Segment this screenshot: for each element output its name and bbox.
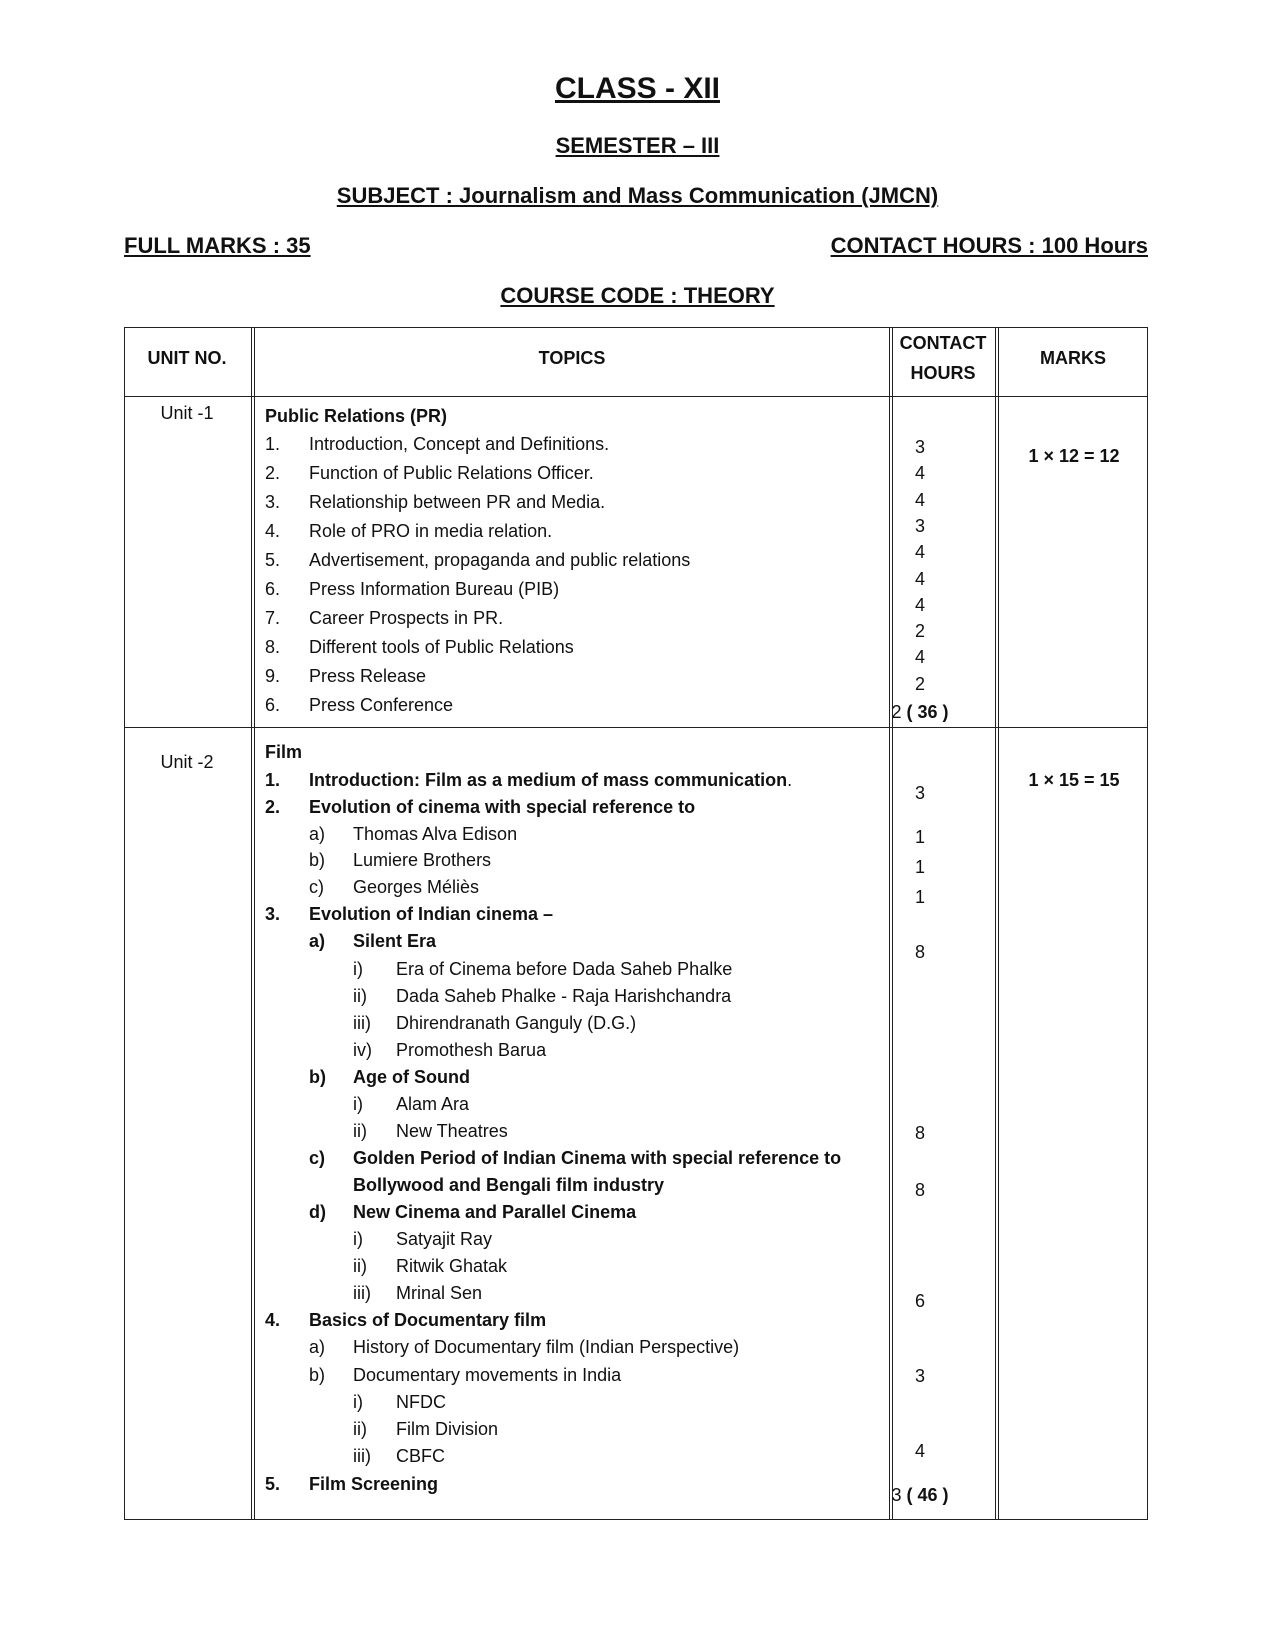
hours-value: 4	[914, 463, 925, 484]
topic-number: a)	[309, 824, 326, 844]
topic-text-main: Evolution of cinema with special reference to	[309, 797, 696, 817]
semester-heading: SEMESTER – III	[555, 133, 720, 158]
topic-number: 7.	[265, 608, 281, 628]
topic-text	[396, 960, 732, 978]
unit-2-hours-total-row	[890, 1486, 950, 1504]
topic-text-main: Golden Period of Indian Cinema with special reference to	[353, 1148, 842, 1168]
topic-text	[396, 1041, 546, 1059]
topic-number: 5.	[265, 550, 281, 570]
topic-text	[309, 798, 695, 816]
topic-text	[353, 825, 517, 843]
topic-number: 1.	[265, 770, 281, 790]
full-marks: FULL MARKS : 35	[124, 233, 311, 258]
topic-number: ii)	[353, 1256, 367, 1276]
topic-text-main: Alam Ara	[396, 1094, 470, 1114]
hours-value: 1	[914, 887, 925, 907]
topic-number: 2.	[265, 463, 281, 483]
topic-text-main: New Cinema and Parallel Cinema	[353, 1202, 637, 1222]
topic-text	[353, 1366, 621, 1384]
topic-text: Advertisement, propaganda and public relations	[309, 550, 691, 570]
topic-text	[353, 932, 436, 950]
hours-total: ( 36 )	[906, 702, 949, 722]
topic-text: Press Conference	[309, 695, 454, 715]
hours-value: 3	[891, 1485, 902, 1505]
topic-number: ii)	[353, 1121, 367, 1141]
topic-number: c)	[309, 877, 324, 897]
topic-text-main: Era of Cinema before Dada Saheb Phalke	[396, 959, 733, 979]
topic-text-main: Ritwik Ghatak	[396, 1256, 508, 1276]
subject-heading: SUBJECT : Journalism and Mass Communication (JMCN)	[336, 183, 939, 208]
hours-value: 2	[914, 673, 925, 694]
topic-number: 4.	[265, 521, 281, 541]
header-contact-line1: CONTACT	[899, 333, 987, 353]
topic-number: a)	[309, 1337, 326, 1357]
hours-value: 3	[914, 437, 925, 457]
topic-text	[396, 1393, 446, 1411]
topic-number: i)	[353, 1229, 363, 1249]
topic-number: 2.	[265, 797, 281, 817]
topic-text: Function of Public Relations Officer.	[309, 463, 594, 483]
topic-text-main: Introduction: Film as a medium of mass communication	[309, 770, 788, 790]
topic-number: a)	[309, 931, 326, 951]
topic-text: Press Information Bureau (PIB)	[309, 579, 560, 599]
course-code: COURSE CODE : THEORY	[500, 283, 775, 308]
hours-value: 4	[914, 1441, 925, 1461]
topic-text	[396, 1420, 498, 1438]
topic-text-main: NFDC	[396, 1392, 446, 1412]
unit-1-title: Public Relations (PR)	[265, 406, 448, 426]
topic-number: i)	[353, 1392, 363, 1412]
topic-text-main: Mrinal Sen	[396, 1283, 483, 1303]
topic-number: iii)	[353, 1013, 371, 1033]
hours-value: 8	[914, 1123, 925, 1143]
topic-text-main: Silent Era	[353, 931, 437, 951]
hours-value: 3	[914, 783, 925, 803]
hours-value: 8	[914, 1180, 925, 1200]
topic-text: Role of PRO in media relation.	[309, 521, 553, 541]
topic-text	[353, 1176, 664, 1194]
topic-text	[353, 1203, 636, 1221]
header-marks: MARKS	[1040, 348, 1106, 368]
hours-value: 4	[914, 542, 925, 563]
topic-number: 1.	[265, 434, 281, 454]
topic-number: iii)	[353, 1446, 371, 1466]
topic-text	[396, 1257, 507, 1275]
topic-number: ii)	[353, 1419, 367, 1439]
hours-value: 2	[914, 621, 925, 642]
topic-text-main: Promothesh Barua	[396, 1040, 547, 1060]
topic-text	[353, 1149, 841, 1167]
topic-number: i)	[353, 1094, 363, 1114]
topic-text	[353, 1338, 739, 1356]
hours-value: 8	[914, 942, 925, 962]
topic-text	[353, 878, 479, 896]
column-divider	[251, 328, 252, 1519]
column-divider	[998, 328, 999, 1519]
topic-text-main: Satyajit Ray	[396, 1229, 493, 1249]
topic-text-main: Dada Saheb Phalke - Raja Harishchandra	[396, 986, 732, 1006]
topic-number: 6.	[265, 579, 281, 599]
topic-text	[396, 1122, 508, 1140]
topic-text-main: Age of Sound	[353, 1067, 470, 1087]
topic-number: 3.	[265, 492, 281, 512]
hours-value: 4	[914, 489, 925, 510]
topic-text	[396, 1095, 469, 1113]
topic-text-tail: .	[787, 770, 793, 790]
topic-text-main: Film Division	[396, 1419, 499, 1439]
topic-number: i)	[353, 959, 363, 979]
topic-text-main: Dhirendranath Ganguly (D.G.)	[396, 1013, 637, 1033]
hours-value: 3	[914, 515, 925, 536]
topic-text-main: Georges Méliès	[353, 877, 480, 897]
hours-value: 6	[914, 1291, 925, 1311]
topic-text	[309, 771, 792, 789]
topic-number: 4.	[265, 1310, 281, 1330]
topic-text-main: Thomas Alva Edison	[353, 824, 518, 844]
topic-text-main: Lumiere Brothers	[353, 850, 492, 870]
topic-text	[396, 987, 731, 1005]
topic-number: iii)	[353, 1283, 371, 1303]
unit-2-label: Unit -2	[160, 752, 214, 772]
hours-value: 1	[914, 827, 925, 847]
hours-value: 4	[914, 594, 925, 615]
topic-number: 8.	[265, 637, 281, 657]
topic-text-main: Documentary movements in India	[353, 1365, 622, 1385]
topic-text	[396, 1284, 482, 1302]
topic-text: Career Prospects in PR.	[309, 608, 504, 628]
topic-text	[353, 1068, 470, 1086]
topic-text-main: Basics of Documentary film	[309, 1310, 547, 1330]
topic-text-main: Film Screening	[309, 1474, 439, 1494]
contact-hours: CONTACT HOURS : 100 Hours	[830, 233, 1148, 258]
header-contact-line2: HOURS	[910, 363, 976, 383]
row-divider	[125, 396, 1147, 397]
hours-value: 4	[914, 647, 925, 668]
hours-value: 2	[891, 702, 902, 722]
topic-number: d)	[309, 1202, 326, 1222]
topic-text: Press Release	[309, 666, 427, 686]
topic-number: 6.	[265, 695, 281, 715]
column-divider	[995, 328, 996, 1519]
topic-text-main: CBFC	[396, 1446, 445, 1466]
topic-number: b)	[309, 1067, 326, 1087]
topic-text-main: History of Documentary film (Indian Perspective)	[353, 1337, 740, 1357]
unit-1-marks: 1 × 12 = 12	[1028, 446, 1120, 466]
column-divider	[254, 328, 255, 1519]
topic-number: 9.	[265, 666, 281, 686]
topic-text	[396, 1447, 445, 1465]
topic-number: 3.	[265, 904, 281, 924]
topic-number: ii)	[353, 986, 367, 1006]
unit-2-title: Film	[265, 742, 303, 762]
hours-value: 1	[914, 857, 925, 877]
topic-text: Relationship between PR and Media.	[309, 492, 606, 512]
topic-number: c)	[309, 1148, 326, 1168]
topic-text: Different tools of Public Relations	[309, 637, 574, 657]
row-divider	[125, 727, 1147, 728]
topic-text-main: Evolution of Indian cinema –	[309, 904, 554, 924]
topic-text-main: Bollywood and Bengali film industry	[353, 1175, 665, 1195]
topic-text	[309, 1311, 546, 1329]
topic-text	[353, 851, 491, 869]
header-unit-no: UNIT NO.	[147, 348, 227, 368]
hours-total: ( 46 )	[906, 1485, 949, 1505]
hours-value: 4	[914, 568, 925, 589]
unit-1-label: Unit -1	[160, 403, 214, 423]
topic-number: 5.	[265, 1474, 281, 1494]
unit-2-marks: 1 × 15 = 15	[1028, 770, 1120, 790]
topic-text	[309, 1475, 438, 1493]
topic-text	[309, 905, 553, 923]
topic-number: b)	[309, 1365, 326, 1385]
topic-text-main: New Theatres	[396, 1121, 508, 1141]
hours-value: 3	[914, 1366, 925, 1386]
class-title: CLASS - XII	[554, 72, 720, 105]
unit-1-hours-total-row	[890, 703, 950, 721]
topic-number: b)	[309, 850, 326, 870]
topic-text	[396, 1230, 492, 1248]
topic-text	[396, 1014, 636, 1032]
topic-text: Introduction, Concept and Definitions.	[309, 434, 610, 454]
header-topics: TOPICS	[538, 348, 606, 368]
topic-number: iv)	[353, 1040, 372, 1060]
